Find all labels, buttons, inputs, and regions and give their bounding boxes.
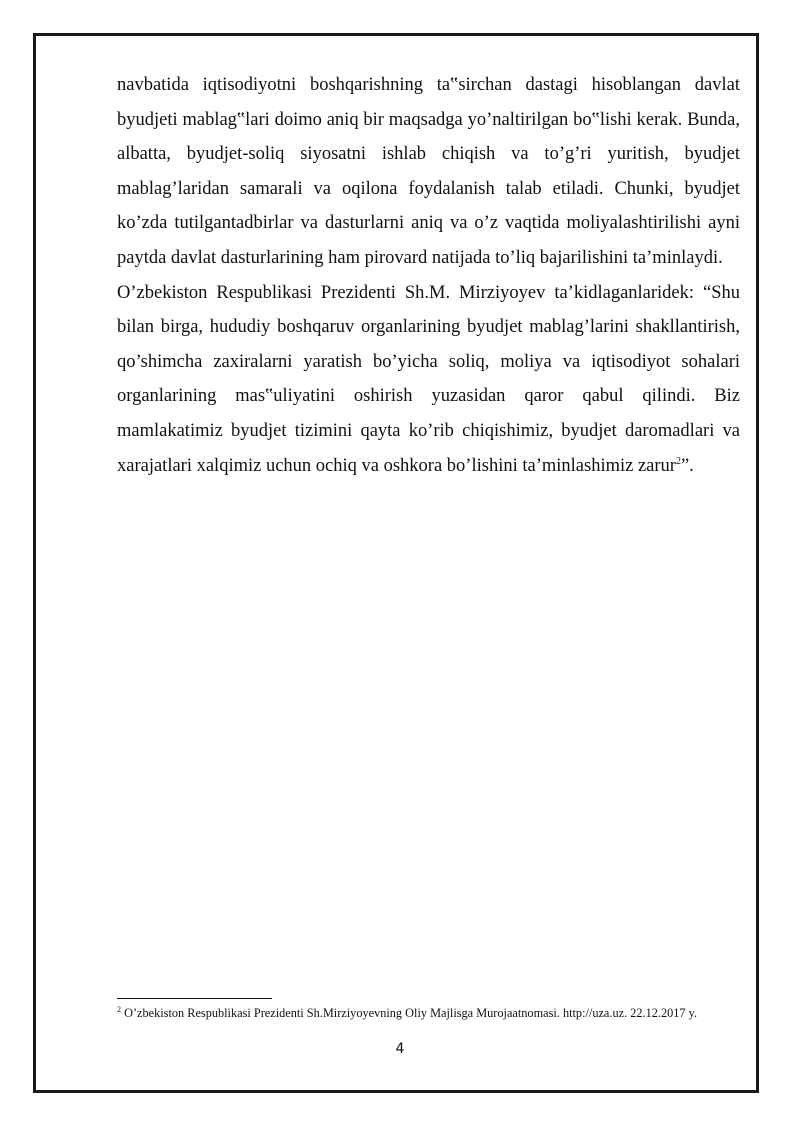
- footnote-separator: [117, 998, 272, 999]
- footnote-reference[interactable]: 2: [675, 455, 681, 467]
- paragraph: [117, 68, 740, 276]
- footnote-number: 2: [117, 1004, 121, 1014]
- document-body: [117, 68, 740, 483]
- footnote-text: O’zbekiston Respublikasi Prezidenti Sh.Mirziyoyevning Oliy Majlisga Murojaatnomasi. http://uza.uz. 22.12.2017 y.: [121, 1006, 698, 1020]
- paragraph-tail: ”.: [680, 455, 694, 476]
- paragraph-text: navbatida iqtisodiyotni boshqarishning ta‟sirchan dastagi hisoblangan davlat byudjeti mablag‟lari doimo aniq bir maqsadga yo’naltirilgan bo‟lishi kerak. Bunda, albatta, byudjet-soliq siyosatni ishlab chiqish va to’g’ri yuritish, byudjet mablag’laridan samarali va oqilona foydalanish talab etiladi. Chunki, byudjet ko’zda tutilgantadbirlar va dasturlarni aniq va o’z vaqtida moliyalashtirilishi ayni paytda davlat dasturlarining ham pirovard natijada to’liq bajarilishini ta’minlaydi.: [117, 75, 740, 268]
- page-number: 4: [395, 1041, 405, 1057]
- paragraph-text: O’zbekiston Respublikasi Prezidenti Sh.M. Mirziyoyev ta’kidlaganlaridek: “Shu bilan birga, hududiy boshqaruv organlarining byudjet mablag’larini shakllantirish, qo’shimcha zaxiralarni yaratish bo’yicha soliq, moliya va iqtisodiyot sohalari organlarining mas‟uliyatini oshirish yuzasidan qaror qabul qilindi. Biz mamlakatimiz byudjet tizimini qayta ko’rib chiqishimiz, byudjet daromadlari va xarajatlari xalqimiz uchun ochiq va oshkora bo’lishini ta’minlashimiz zarur: [117, 282, 740, 476]
- paragraph-quote: [117, 276, 740, 484]
- footnote: [117, 1005, 740, 1022]
